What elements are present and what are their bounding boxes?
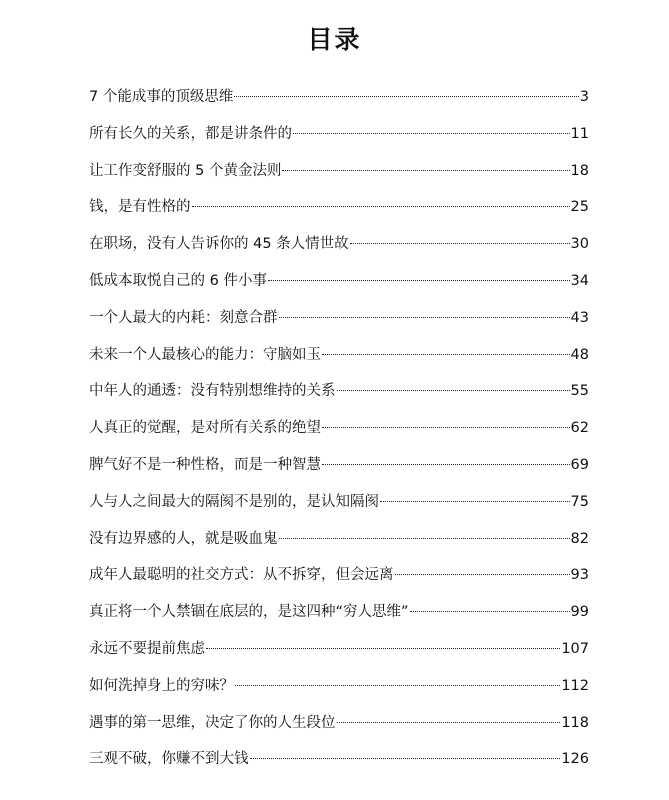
dot-leader — [279, 538, 570, 539]
toc-entry-title: 人与人之间最大的隔阂不是别的，是认知隔阂 — [89, 493, 379, 510]
toc-entry-title: 让工作变舒服的 5 个黄金法则 — [89, 162, 282, 179]
toc-entry-title: 在职场，没有人告诉你的 45 条人情世故 — [89, 236, 349, 253]
toc-entry[interactable] — [89, 84, 589, 110]
toc-entry-title: 钱，是有性格的 — [89, 199, 191, 216]
toc-entry-title: 没有边界感的人，就是吸血鬼 — [89, 530, 278, 547]
toc-entry[interactable] — [89, 121, 589, 147]
toc-entry[interactable] — [89, 599, 589, 625]
toc-entry-page-number: 93 — [570, 567, 589, 584]
toc-entry-title: 遇事的第一思维，决定了你的人生段位 — [89, 714, 336, 731]
toc-entry-page-number: 25 — [570, 199, 589, 216]
toc-entry[interactable] — [89, 710, 589, 736]
toc-entry-title: 未来一个人最核心的能力：守脑如玉 — [89, 346, 321, 363]
toc-entry[interactable] — [89, 452, 589, 478]
toc-entry-page-number: 75 — [570, 493, 589, 510]
toc-entry[interactable] — [89, 415, 589, 441]
toc-entry-page-number: 34 — [570, 272, 589, 289]
dot-leader — [282, 170, 569, 171]
dot-leader — [380, 501, 570, 502]
toc-entry[interactable] — [89, 673, 589, 699]
toc-entry-page-number: 55 — [570, 383, 589, 400]
toc-entry-title: 真正将一个人禁锢在底层的，是这四种“穷人思维” — [89, 604, 409, 621]
toc-entry-page-number: 30 — [570, 236, 589, 253]
dot-leader — [322, 464, 570, 465]
toc-entry-page-number: 18 — [570, 162, 589, 179]
toc-entry-page-number: 48 — [570, 346, 589, 363]
toc-entry[interactable] — [89, 231, 589, 257]
toc-entry-page-number: 82 — [570, 530, 589, 547]
page-title: 目录 — [307, 25, 362, 54]
dot-leader — [206, 648, 560, 649]
dot-leader — [395, 574, 570, 575]
toc-entry-title: 成年人最聪明的社交方式：从不拆穿，但会远离 — [89, 567, 394, 584]
toc-entry-page-number: 43 — [570, 309, 589, 326]
toc-entry-title: 脾气好不是一种性格，而是一种智慧 — [89, 456, 321, 473]
dot-leader — [293, 133, 570, 134]
toc-entry[interactable] — [89, 305, 589, 331]
toc-entry[interactable] — [89, 194, 589, 220]
toc-entry-title: 一个人最大的内耗：刻意合群 — [89, 309, 278, 326]
toc-entry[interactable] — [89, 489, 589, 515]
dot-leader — [322, 427, 570, 428]
toc-entry[interactable] — [89, 268, 589, 294]
dot-leader — [337, 390, 570, 391]
toc-entry-title: 永远不要提前焦虑 — [89, 640, 205, 657]
toc-entry[interactable] — [89, 562, 589, 588]
toc-entry-title: 所有长久的关系，都是讲条件的 — [89, 125, 292, 142]
toc-entry[interactable] — [89, 526, 589, 552]
toc-entry-page-number: 107 — [561, 640, 589, 657]
toc-entry-title: 如何洗掉身上的穷味？ — [89, 677, 234, 694]
toc-entry[interactable] — [89, 158, 589, 184]
toc-entry-page-number: 69 — [570, 456, 589, 473]
toc-entry-page-number: 62 — [570, 420, 589, 437]
dot-leader — [322, 354, 570, 355]
dot-leader — [250, 758, 561, 759]
toc-entry[interactable] — [89, 342, 589, 368]
dot-leader — [337, 722, 561, 723]
toc-entry[interactable] — [89, 746, 589, 772]
toc-entry-page-number: 3 — [579, 89, 589, 105]
toc-entry-page-number: 99 — [570, 604, 589, 621]
dot-leader — [192, 206, 570, 207]
dot-leader — [410, 611, 570, 612]
toc-entry[interactable] — [89, 636, 589, 662]
toc-list — [89, 84, 589, 783]
toc-entry-page-number: 11 — [570, 125, 589, 142]
toc-entry-page-number: 112 — [561, 677, 589, 694]
toc-entry-title: 低成本取悦自己的 6 件小事 — [89, 272, 267, 289]
toc-entry-title: 三观不破，你赚不到大钱 — [89, 751, 249, 768]
dot-leader — [235, 685, 560, 686]
toc-entry[interactable] — [89, 378, 589, 404]
dot-leader — [268, 280, 570, 281]
toc-entry-title: 7 个能成事的顶级思维 — [89, 89, 234, 105]
toc-entry-title: 中年人的通透：没有特别想维持的关系 — [89, 383, 336, 400]
dot-leader — [279, 317, 570, 318]
dot-leader — [350, 243, 570, 244]
toc-entry-page-number: 126 — [561, 751, 589, 768]
toc-entry-page-number: 118 — [561, 714, 589, 731]
toc-entry-title: 人真正的觉醒，是对所有关系的绝望 — [89, 420, 321, 437]
dot-leader — [234, 96, 578, 97]
